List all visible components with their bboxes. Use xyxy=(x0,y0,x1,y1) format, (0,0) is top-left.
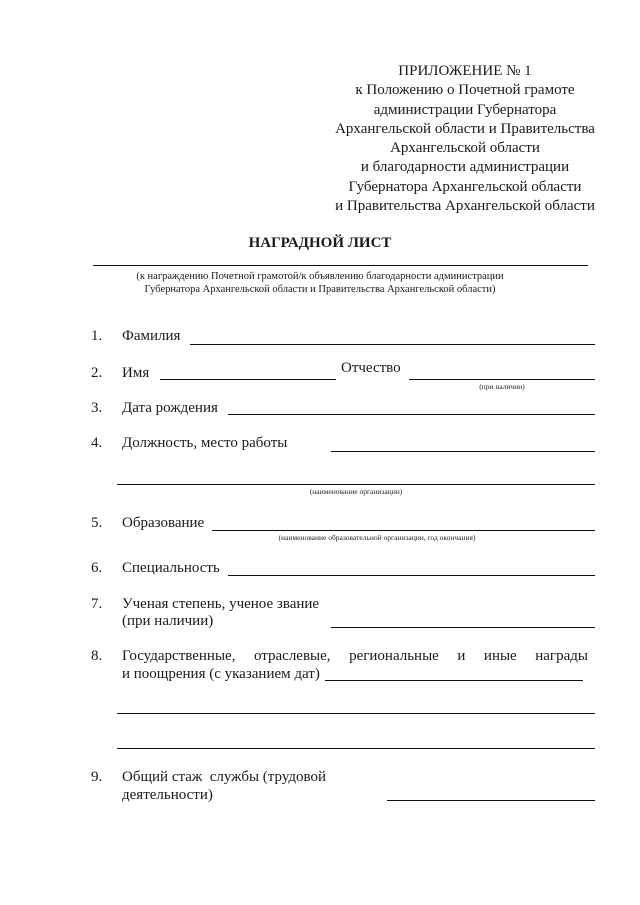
appendix-line: и Правительства Архангельской области xyxy=(335,198,595,215)
subtitle-line: (к награждению Почетной грамотой/к объявлению благодарности администрации xyxy=(136,271,504,282)
specialty-field[interactable] xyxy=(228,575,595,576)
patronymic-hint: (при наличии) xyxy=(479,382,525,391)
item-number: 1. xyxy=(91,328,103,344)
item-number: 4. xyxy=(91,435,103,451)
awards-label-word: награды xyxy=(535,648,588,664)
awards-label-word: Государственные, xyxy=(122,648,236,664)
surname-field[interactable] xyxy=(190,344,595,345)
education-hint: (наименование образовательной организации, год окончания) xyxy=(278,533,476,542)
awards-field-extra[interactable] xyxy=(117,713,595,714)
patronymic-label: Отчество xyxy=(341,360,401,376)
appendix-line: ПРИЛОЖЕНИЕ № 1 xyxy=(398,63,532,79)
position-label: Должность, место работы xyxy=(122,435,288,451)
name-field[interactable] xyxy=(160,379,336,380)
appendix-line: и благодарности администрации xyxy=(360,159,570,176)
appendix-line: Архангельской области и Правительства xyxy=(335,120,595,137)
degree-label-note: (при наличии) xyxy=(122,613,214,629)
service-length-field[interactable] xyxy=(387,800,595,801)
degree-label: Ученая степень, ученое звание xyxy=(122,596,320,612)
awards-field[interactable] xyxy=(325,680,583,681)
subtitle-line: Губернатора Архангельской области и Правительства Архангельской области) xyxy=(144,284,496,295)
name-label: Имя xyxy=(122,365,150,381)
position-field[interactable] xyxy=(331,451,595,452)
education-label: Образование xyxy=(122,515,205,531)
appendix-line: к Положению о Почетной грамоте xyxy=(355,82,575,99)
item-number: 6. xyxy=(91,560,103,576)
awards-field-extra[interactable] xyxy=(117,748,595,749)
awards-label-line2: и поощрения (с указанием дат) xyxy=(122,666,320,682)
patronymic-field[interactable] xyxy=(409,379,595,380)
awards-label-word: региональные xyxy=(349,648,439,664)
item-number: 2. xyxy=(91,365,103,381)
specialty-label: Специальность xyxy=(122,560,220,576)
awards-label-word: иные xyxy=(483,648,517,664)
awards-label-word: отраслевые, xyxy=(253,648,331,664)
appendix-line: Губернатора Архангельской области xyxy=(348,178,582,195)
item-number: 3. xyxy=(91,400,103,416)
item-number: 9. xyxy=(91,769,103,785)
service-length-label-cont: деятельности) xyxy=(122,787,213,803)
appendix-line: Архангельской области xyxy=(390,140,540,157)
degree-field[interactable] xyxy=(331,627,595,628)
item-number: 5. xyxy=(91,515,103,531)
awards-label-line1 xyxy=(122,647,588,666)
education-field[interactable] xyxy=(212,530,595,531)
surname-label: Фамилия xyxy=(122,328,181,344)
organization-hint: (наименование организации) xyxy=(309,487,403,496)
appendix-line: администрации Губернатора xyxy=(373,101,557,118)
subtitle xyxy=(0,270,640,296)
awards-label-word: и xyxy=(457,648,466,664)
organization-field[interactable] xyxy=(117,484,595,485)
item-number: 8. xyxy=(91,648,103,664)
recipient-field-line[interactable] xyxy=(93,265,588,266)
service-length-label: Общий стаж службы (трудовой xyxy=(122,769,327,785)
birth-date-label: Дата рождения xyxy=(122,400,218,416)
appendix-header xyxy=(300,62,630,216)
item-number: 7. xyxy=(91,596,103,612)
birth-date-field[interactable] xyxy=(228,414,595,415)
document-title: НАГРАДНОЙ ЛИСТ xyxy=(248,235,392,251)
